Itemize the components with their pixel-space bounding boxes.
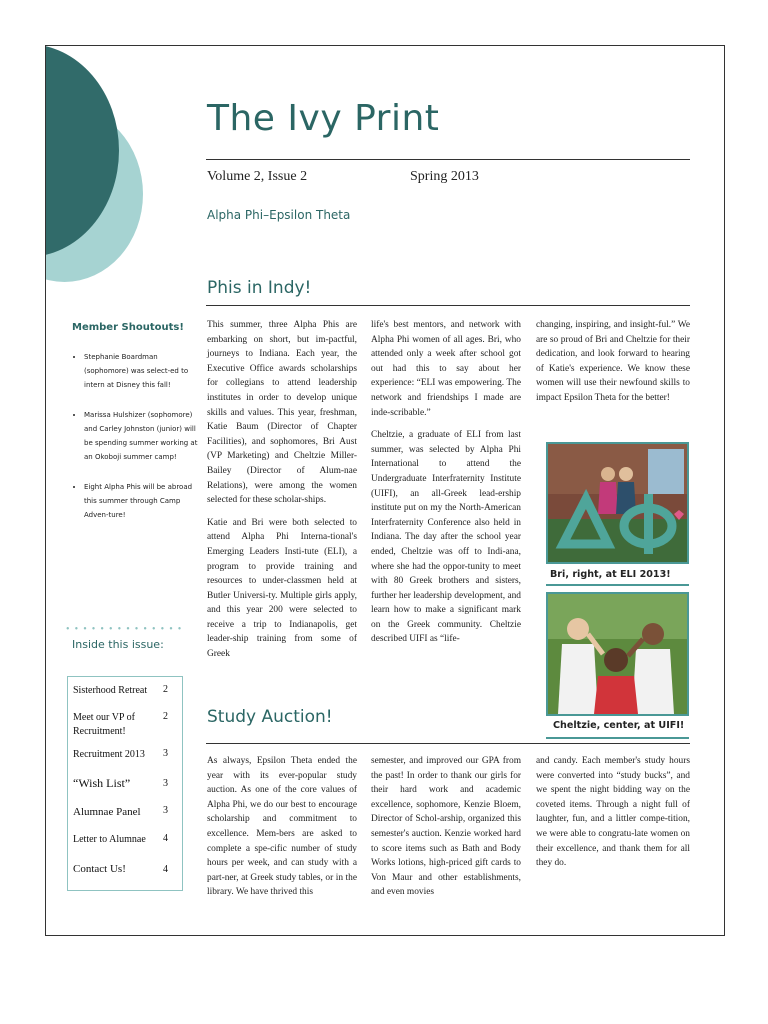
toc-entry-page: 2 (163, 684, 168, 695)
toc-entry-page: 3 (163, 778, 168, 789)
article-rule (206, 743, 690, 744)
issue-season: Spring 2013 (410, 169, 479, 184)
article-paragraph: semester, and improved our GPA from the past! In order to thank our girls for their hard work and academic excellence, sophomore, Kenzie Bloem, Director of Schol-arship, organized this semester's auction. Kenzie worked hard to score items such as Bath and Body Works lotions, high-priced gift cards to Von Maur and other establishments, and even movies (371, 756, 521, 898)
article-paragraph: Katie and Bri were both selected to attend Alpha Phi Interna-tional's Emerging Leaders Insti-tute (ELI), a program to provide training and resources to under-classmen held at Butler Universi-ty. Multiple girls apply, and this year 200 were selected to receive a trip to Indianapolis, get leader-ship training from some of Greek (207, 517, 357, 660)
article-paragraph: As always, Epsilon Theta ended the year with its ever-popular study auction. As one of the core values of Alpha Phi, we do our best to encourage scholarship and commitment to excellence. Mem-bers are asked to complete a spe-cific number of study hours per week, and can study with a part-ner, at Greek study tables, or in the library. We have thrived this (207, 756, 357, 898)
toc-entry-title: “Wish List” (73, 776, 131, 790)
article-paragraph: changing, inspiring, and insight-ful.” We are so proud of Bri and Cheltzie for their dedication, and look forward to hearing of Katie's experience. We know these women will use their newfound skills to impact Epsilon Theta for the better! (536, 320, 690, 403)
article2-column-2 (371, 754, 521, 908)
toc-entry-title: Alumnae Panel (73, 806, 141, 818)
photo-caption-uifi: Cheltzie, center, at UIFI! (553, 720, 685, 731)
toc-entry-page: 4 (163, 864, 168, 875)
article-heading-phis-in-indy: Phis in Indy! (207, 278, 312, 298)
article-paragraph: and candy. Each member's study hours were converted into “study bucks”, and we spent the night bidding way on the coveted items. Through a night full of laughter, fun, and a littler compe-tition, we were able to congratu-late women on their excellence, and thank them for all they do. (536, 756, 690, 869)
dotted-divider: • • • • • • • • • • • • • • (66, 624, 183, 635)
article2-column-3 (536, 754, 690, 879)
photo-eli (546, 442, 689, 564)
article2-column-1 (207, 754, 357, 908)
article-paragraph: life's best mentors, and network with Alpha Phi women of all ages. Bri, who attended only a week after school got out had this to say about her experience: “ELI was empowering. The network and friendships I made are inde-scribable.” (371, 320, 521, 418)
uifi-photo-illustration (548, 594, 687, 714)
caption-underline (546, 737, 689, 739)
article1-column-1 (207, 318, 357, 670)
article1-column-2 (371, 318, 521, 655)
toc-entry-title: Meet our VP of Recruitment! (73, 712, 135, 737)
chapter-name: Alpha Phi–Epsilon Theta (207, 208, 351, 222)
article-paragraph: Cheltzie, a graduate of ELI from last summer, was selected by Alpha Phi International to attend the Undergraduate Interfraternity Institute (UIFI), an all-Greek lead-ership institute put on my the North-American Interfraternity Conference also held in Indiana. The day after the school year ended, Cheltzie was off to Indi-ana, where she had the oppor-tunity to meet with 80 Greek brothers and sisters, further her leadership development, and learn how to make a significant mark on the Greek community. Cheltzie described UIFI as “life- (371, 430, 521, 645)
photo-uifi (546, 592, 689, 716)
toc-entry-title: Sisterhood Retreat (73, 685, 148, 696)
article-rule (206, 305, 690, 306)
toc-entry-title: Letter to Alumnae (73, 834, 146, 845)
photo-caption-eli: Bri, right, at ELI 2013! (550, 569, 671, 580)
toc-entry-page: 2 (163, 711, 168, 722)
member-shoutouts-heading: Member Shoutouts! (72, 322, 184, 333)
article-heading-study-auction: Study Auction! (207, 707, 333, 727)
inside-issue-heading: Inside this issue: (72, 638, 164, 651)
member-shoutouts-list (66, 350, 204, 538)
newsletter-title: The Ivy Print (207, 98, 440, 139)
list-item: • Marissa Hulshizer (sophomore) and Carley Johnston (junior) will be spending summer working at an Okoboji summer camp! (84, 408, 204, 464)
caption-underline (546, 584, 689, 586)
toc-entry-page: 3 (163, 748, 168, 759)
toc-entry-page: 4 (163, 833, 168, 844)
table-of-contents (67, 676, 183, 891)
article-paragraph: This summer, three Alpha Phis are embarking on short, but im-pactful, journeys to Indiana. Each year, the Executive Office awards scholarships for collegians to attend leadership institutes in order to develop unique skills and values. This year, freshman, Katie Baum (Director of Chapter Facilities), and sophomores, Bri Aust (VP Marketing) and Cheltzie Miller-Bailey (Director of Alum-nae Relations), were among the women selected for these scholar-ships. (207, 320, 357, 506)
article1-column-3 (536, 318, 690, 414)
eli-photo-illustration (548, 444, 687, 562)
toc-entry-title: Recruitment 2013 (73, 749, 145, 760)
list-item: • Stephanie Boardman (sophomore) was select-ed to intern at Disney this fall! (84, 350, 204, 392)
header-rule (206, 159, 690, 160)
list-item: • Eight Alpha Phis will be abroad this summer through Camp Adven-ture! (84, 480, 204, 522)
toc-entry-title: Contact Us! (73, 863, 126, 875)
toc-entry-page: 3 (163, 805, 168, 816)
newsletter-page (45, 45, 725, 936)
volume-issue: Volume 2, Issue 2 (207, 169, 308, 184)
